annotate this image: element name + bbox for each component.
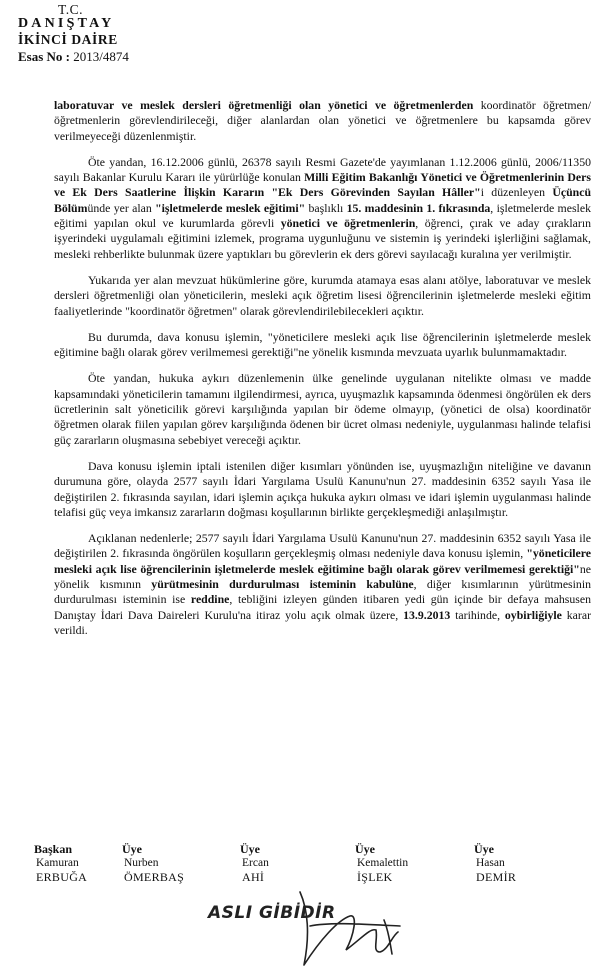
text-run: ünde yer alan bbox=[87, 200, 156, 215]
signatory-first-name: Kamuran bbox=[36, 857, 79, 869]
signatory-last-name: ÖMERBAŞ bbox=[124, 870, 185, 884]
signatory-role: Üye bbox=[355, 842, 375, 856]
bold-text-run: oybirliğiyle bbox=[504, 607, 562, 622]
bold-text-run: 13.9.2013 bbox=[403, 607, 451, 622]
signatory-member-4 bbox=[474, 842, 516, 884]
bold-text-run: yönetici ve öğretmenlerin bbox=[280, 216, 416, 231]
bold-text-run: Üçüncü Bölüm bbox=[54, 185, 592, 215]
text-run: koordinatör öğretmen/öğretmenlerin görevlendirileceği, diğer alanlardan olan yönetici ve öğretmenlere bu kapsamda görev verilmeyeceği düzenlenmiştir. bbox=[54, 98, 591, 143]
signatory-last-name: ERBUĞA bbox=[36, 870, 88, 884]
text-run: , öğrenci, çırak ve aday çırakların işyerindeki uygulamalı eğitimini izlemek, programa uygunluğunu ve sistemin iş yerindeki işlerliğini sağlamak, mesleki rehberlikte bulunmak üzere yaptıkları bu görevlerin ek ders görevi sayılacağı kuralına yer verilmiştir. bbox=[54, 216, 591, 261]
signatory-role: Başkan bbox=[34, 842, 73, 856]
case-number: 2013/4874 bbox=[73, 49, 129, 64]
signatory-last-name: AHİ bbox=[242, 870, 265, 884]
signatory-last-name: DEMİR bbox=[476, 870, 517, 884]
signatory-member-2 bbox=[240, 842, 269, 884]
chamber-name: İKİNCİ DAİRE bbox=[18, 32, 118, 47]
signatory-first-name: Nurben bbox=[124, 857, 159, 869]
text-run: i düzenleyen bbox=[480, 185, 553, 200]
text-run: Öte yandan, hukuka aykırı düzenlemenin ülke genelinde uygulanan nitelikte olması ve madde kapsamındaki yöneticilerin tamamını ilgilendirmesi, ayrıca, uyuşmazlık kapsamında ödenmesi öngörülen ek ders ücretlerinin salt yöneticilik görevi karşılığında yapılan bir ödeme olmayıp, (yönetici de olsa) koordinatör öğretmen olarak fiilen yapılan görev karşılığında ödenen bir ücret olması nedeniyle, uygulanması halinde telafisi güç zararların oluşmasına sebebiyet vereceği açıktır. bbox=[54, 371, 591, 447]
signatory-role: Üye bbox=[122, 842, 142, 856]
stamp-text: ASLI GİBİDİR bbox=[208, 903, 336, 923]
decision-paragraph bbox=[54, 330, 591, 361]
bold-text-run: "işletmelerde meslek eğitimi" bbox=[155, 200, 306, 215]
signatory-president bbox=[34, 842, 87, 884]
text-run: Açıklanan nedenlerle; 2577 sayılı İdari Yargılama Usulü Kanunu'nun 27. maddesinin 6352 sayılı Yasa ile değiştirilen 2. fıkrasında öngörülen koşulların gerçekleşmiş olması nedeniyle dava konusu işlemin, bbox=[54, 531, 591, 561]
text-run: tarihinde, bbox=[450, 607, 505, 622]
signatory-role: Üye bbox=[474, 842, 494, 856]
signatory-first-name: Ercan bbox=[242, 857, 269, 869]
text-run: , tebliğini izleyen günden itibaren yedi gün içinde bir defaya mahsusen Danıştay İdari Dava Daireleri Kurulu'na itiraz yolu açık olmak üzere, bbox=[54, 592, 591, 622]
case-number-line bbox=[18, 49, 129, 65]
signatory-member-1 bbox=[122, 842, 184, 884]
bold-text-run: laboratuvar ve meslek dersleri öğretmenliği olan yönetici ve öğretmenlerden bbox=[54, 98, 474, 112]
court-name: DANIŞTAY bbox=[18, 16, 115, 31]
signatory-last-name: İŞLEK bbox=[357, 870, 393, 884]
decision-paragraph bbox=[54, 98, 591, 144]
text-run: Dava konusu işlemin iptali istenilen diğer kısımları yönünden ise, uyuşmazlığın niteliğine ve davanın durumuna göre, olayda 2577 sayılı İdari Yargılama Usulü Kanunu'nun 27. maddesinin 6352 sayılı Yasa ile değiştirilen 2. fıkrasında sayılan, idari işlemin açıkça hukuka aykırı olması ve idari işlemin uygulanması halinde telafisi güç veya imkansız zararların doğması koşullarının birlikte gerçekleşmediği anlaşılmıştır. bbox=[54, 458, 591, 519]
text-run: Bu durumda, dava konusu işlemin, "yöneticilere mesleki açık lise öğrencilerinin işletmelerde meslek eğitimine bağlı olarak görev verilmemesi gerektiği"ne yönelik kısmında mevzuata uyarlık bulunmamaktadır. bbox=[54, 329, 591, 360]
text-run: , işletmelerde meslek eğitimi yapılan okul ve kurumlarda görevli bbox=[54, 200, 591, 231]
decision-body bbox=[54, 98, 591, 649]
text-run: karar verildi. bbox=[54, 607, 591, 637]
bold-text-run: Milli Eğitim Bakanlığı Yönetici ve Öğretmenlerinin Ders ve Ek Ders Saatlerine İlişkin Kararın "Ek Ders Görevinden Sayılan Hâller" bbox=[54, 170, 591, 200]
bold-text-run: 15. maddesinin 1. fıkrasında bbox=[346, 200, 491, 215]
signatory-member-3 bbox=[355, 842, 408, 884]
bold-text-run: yürütmesinin durdurulması isteminin kabulüne bbox=[151, 577, 414, 592]
signatory-first-name: Hasan bbox=[476, 857, 505, 869]
bold-text-run: reddine bbox=[190, 592, 230, 607]
decision-paragraph bbox=[54, 273, 591, 319]
republic-label: T.C. bbox=[58, 2, 83, 17]
handwritten-signature bbox=[280, 880, 420, 975]
text-run: başlıklı bbox=[305, 200, 347, 215]
decision-paragraph bbox=[54, 155, 591, 262]
decision-paragraph bbox=[54, 531, 591, 638]
text-run: Öte yandan, 16.12.2006 günlü, 26378 sayılı Resmi Gazete'de yayımlanan 1.12.2006 günlü, 2006/11350 sayılı Bakanlar Kurulu Kararı ile yürürlüğe konulan bbox=[54, 154, 591, 185]
decision-paragraph bbox=[54, 371, 591, 447]
text-run: ne yönelik kısmının bbox=[54, 561, 591, 592]
signatory-role: Üye bbox=[240, 842, 260, 856]
text-run: Yukarıda yer alan mevzuat hükümlerine göre, kurumda atamaya esas alanı atölye, laboratuvar ve meslek dersleri öğretmenliği olan yöneticilerin, mesleki açık öğretim lisesi öğrencilerinin işletmelerde mesleki eğitim faaliyetlerinde "koordinatör öğretmen" olarak görevlendirilebilecekleri açıktır. bbox=[54, 272, 591, 318]
decision-paragraph bbox=[54, 459, 591, 520]
bold-text-run: "yöneticilere mesleki açık lise öğrencilerinin işletmelerde meslek eğitimine bağlı olarak görev verilmemesi gerektiği" bbox=[54, 546, 591, 576]
text-run: , diğer kısımlarının yürütmesinin durdurulması isteminin ise bbox=[54, 577, 591, 607]
signatory-first-name: Kemalettin bbox=[357, 857, 409, 869]
case-number-label: Esas No : bbox=[18, 49, 71, 64]
